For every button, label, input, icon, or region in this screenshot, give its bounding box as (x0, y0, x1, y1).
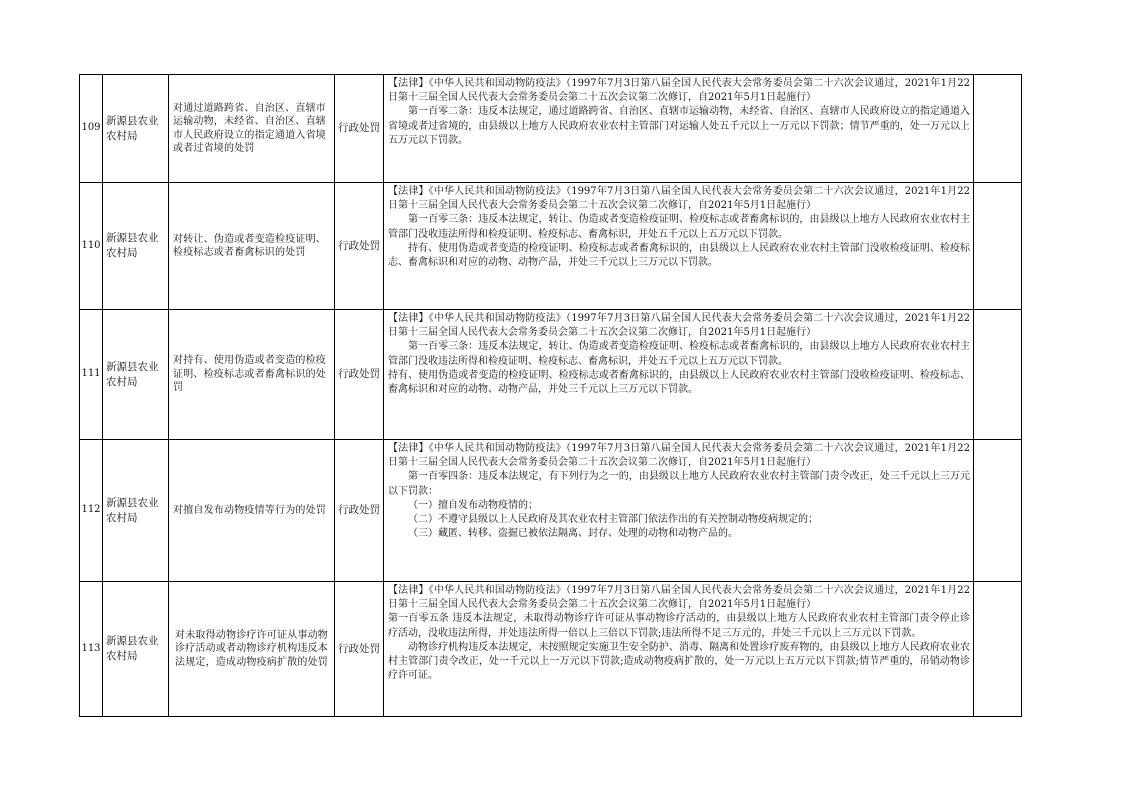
legal-basis-cell (384, 310, 974, 440)
remarks-cell (974, 183, 1022, 310)
law-article: 第一百零五条 违反本法规定，未取得动物诊疗许可证从事动物诊疗活动的，由县级以上地方人民政府农业农村主管部门责令停止诊疗活动，没收违法所得，并处违法所得一倍以上三倍以下罚款;违法所得不足三万元的，并处三千元以上三万元以下罚款。 (388, 613, 970, 639)
power-type-cell: 行政处罚 (335, 310, 384, 440)
power-type-cell: 行政处罚 (335, 440, 384, 582)
law-clause: （三）藏匿、转移、盗掘已被依法隔离、封存、处理的动物和动物产品的。 (408, 528, 738, 540)
row-number: 109 (80, 75, 103, 183)
law-article: 持有、使用伪造或者变造的检疫证明、检疫标志或者畜禽标识的，由县级以上人民政府农业农村主管部门没收检疫证明、检疫标志、畜禽标识和对应的动物、动物产品，并处三千元以上三万元以下罚款。 (388, 369, 970, 396)
item-name-cell: 对未取得动物诊疗许可证从事动物诊疗活动或者动物诊疗机构违反本法规定，造成动物疫病扩散的处罚 (169, 582, 335, 717)
law-article: 第一百零三条：违反本法规定，转让、伪造或者变造检疫证明、检疫标志或者畜禽标识的，由县级以上地方人民政府农业农村主管部门没收违法所得和检疫证明、检疫标志、畜禽标识，并处五千元以上五万元以下罚款。 (388, 341, 970, 367)
power-type-cell: 行政处罚 (335, 582, 384, 717)
legal-basis-cell (384, 582, 974, 717)
power-type-cell: 行政处罚 (335, 183, 384, 310)
legal-basis-cell (384, 440, 974, 582)
remarks-cell (974, 75, 1022, 183)
table-row (80, 310, 1022, 440)
law-article: 动物诊疗机构违反本法规定，未按照规定实施卫生安全防护、消毒、隔离和处置诊疗废弃物的，由县级以上地方人民政府农业农村主管部门责令改正，处一千元以上一万元以下罚款;造成动物疫病扩散的，处一万元以上五万元以下罚款;情节严重的，吊销动物诊疗许可证。 (388, 641, 970, 682)
table-row (80, 183, 1022, 310)
law-clause: （二）不遵守县级以上人民政府及其农业农村主管部门依法作出的有关控制动物疫病规定的； (408, 514, 818, 526)
law-article: 第一百零二条：违反本法规定，通过道路跨省、自治区、直辖市运输动物，未经省、自治区、直辖市人民政府设立的指定通道入省境或者过省境的，由县级以上地方人民政府农业农村主管部门对运输人处五千元以上一万元以下罚款；情节严重的，处一万元以上五万元以下罚款。 (388, 106, 970, 146)
law-citation: 【法律】《中华人民共和国动物防疫法》（1997年7月3日第八届全国人民代表大会常务委员会第二十六次会议通过，2021年1月22日第十三届全国人民代表大会常务委员会第二十五次会议第二次修订，自2021年5月1日起施行） (388, 443, 970, 469)
law-clause: （一）擅自发布动物疫情的； (408, 499, 538, 511)
department-cell: 新源县农业农村局 (103, 582, 169, 717)
item-name-cell: 对转让、伪造或者变造检疫证明、检疫标志或者畜禽标识的处罚 (169, 183, 335, 310)
law-article: 第一百零四条：违反本法规定，有下列行为之一的，由县级以上地方人民政府农业农村主管部门责令改正，处三千元以上三万元以下罚款： (388, 471, 970, 497)
row-number: 110 (80, 183, 103, 310)
item-name-cell: 对通过道路跨省、自治区、直辖市运输动物，未经省、自治区、直辖市人民政府设立的指定通道入省境或者过省境的处罚 (169, 75, 335, 183)
item-name-cell: 对持有、使用伪造或者变造的检疫证明、检疫标志或者畜禽标识的处罚 (169, 310, 335, 440)
remarks-cell (974, 310, 1022, 440)
law-article: 持有、使用伪造或者变造的检疫证明、检疫标志或者畜禽标识的，由县级以上人民政府农业农村主管部门没收检疫证明、检疫标志、畜禽标识和对应的动物、动物产品，并处三千元以上三万元以下罚款。 (388, 242, 970, 269)
department-cell: 新源县农业农村局 (103, 75, 169, 183)
law-article: 第一百零三条：违反本法规定，转让、伪造或者变造检疫证明、检疫标志或者畜禽标识的，由县级以上地方人民政府农业农村主管部门没收违法所得和检疫证明、检疫标志、畜禽标识，并处五千元以上五万元以下罚款。 (388, 214, 970, 240)
legal-basis-cell (384, 75, 974, 183)
remarks-cell (974, 440, 1022, 582)
law-citation: 【法律】《中华人民共和国动物防疫法》（1997年7月3日第八届全国人民代表大会常务委员会第二十六次会议通过，2021年1月22日第十三届全国人民代表大会常务委员会第二十五次会议第二次修订，自2021年5月1日起施行） (388, 78, 970, 104)
row-number: 111 (80, 310, 103, 440)
department-cell: 新源县农业农村局 (103, 310, 169, 440)
power-type-cell: 行政处罚 (335, 75, 384, 183)
table-row (80, 582, 1022, 717)
table-row (80, 75, 1022, 183)
law-citation: 【法律】《中华人民共和国动物防疫法》（1997年7月3日第八届全国人民代表大会常务委员会第二十六次会议通过，2021年1月22日第十三届全国人民代表大会常务委员会第二十五次会议第二次修订，自2021年5月1日起施行） (388, 313, 970, 339)
law-citation: 【法律】《中华人民共和国动物防疫法》（1997年7月3日第八届全国人民代表大会常务委员会第二十六次会议通过，2021年1月22日第十三届全国人民代表大会常务委员会第二十五次会议第二次修订，自2021年5月1日起施行） (388, 585, 970, 611)
row-number: 112 (80, 440, 103, 582)
row-number: 113 (80, 582, 103, 717)
law-citation: 【法律】《中华人民共和国动物防疫法》（1997年7月3日第八届全国人民代表大会常务委员会第二十六次会议通过，2021年1月22日第十三届全国人民代表大会常务委员会第二十五次会议第二次修订，自2021年5月1日起施行） (388, 186, 970, 212)
department-cell: 新源县农业农村局 (103, 183, 169, 310)
remarks-cell (974, 582, 1022, 717)
law-enforcement-table (79, 74, 1022, 717)
table-row (80, 440, 1022, 582)
legal-basis-cell (384, 183, 974, 310)
item-name-cell: 对擅自发布动物疫情等行为的处罚 (169, 440, 335, 582)
department-cell: 新源县农业农村局 (103, 440, 169, 582)
